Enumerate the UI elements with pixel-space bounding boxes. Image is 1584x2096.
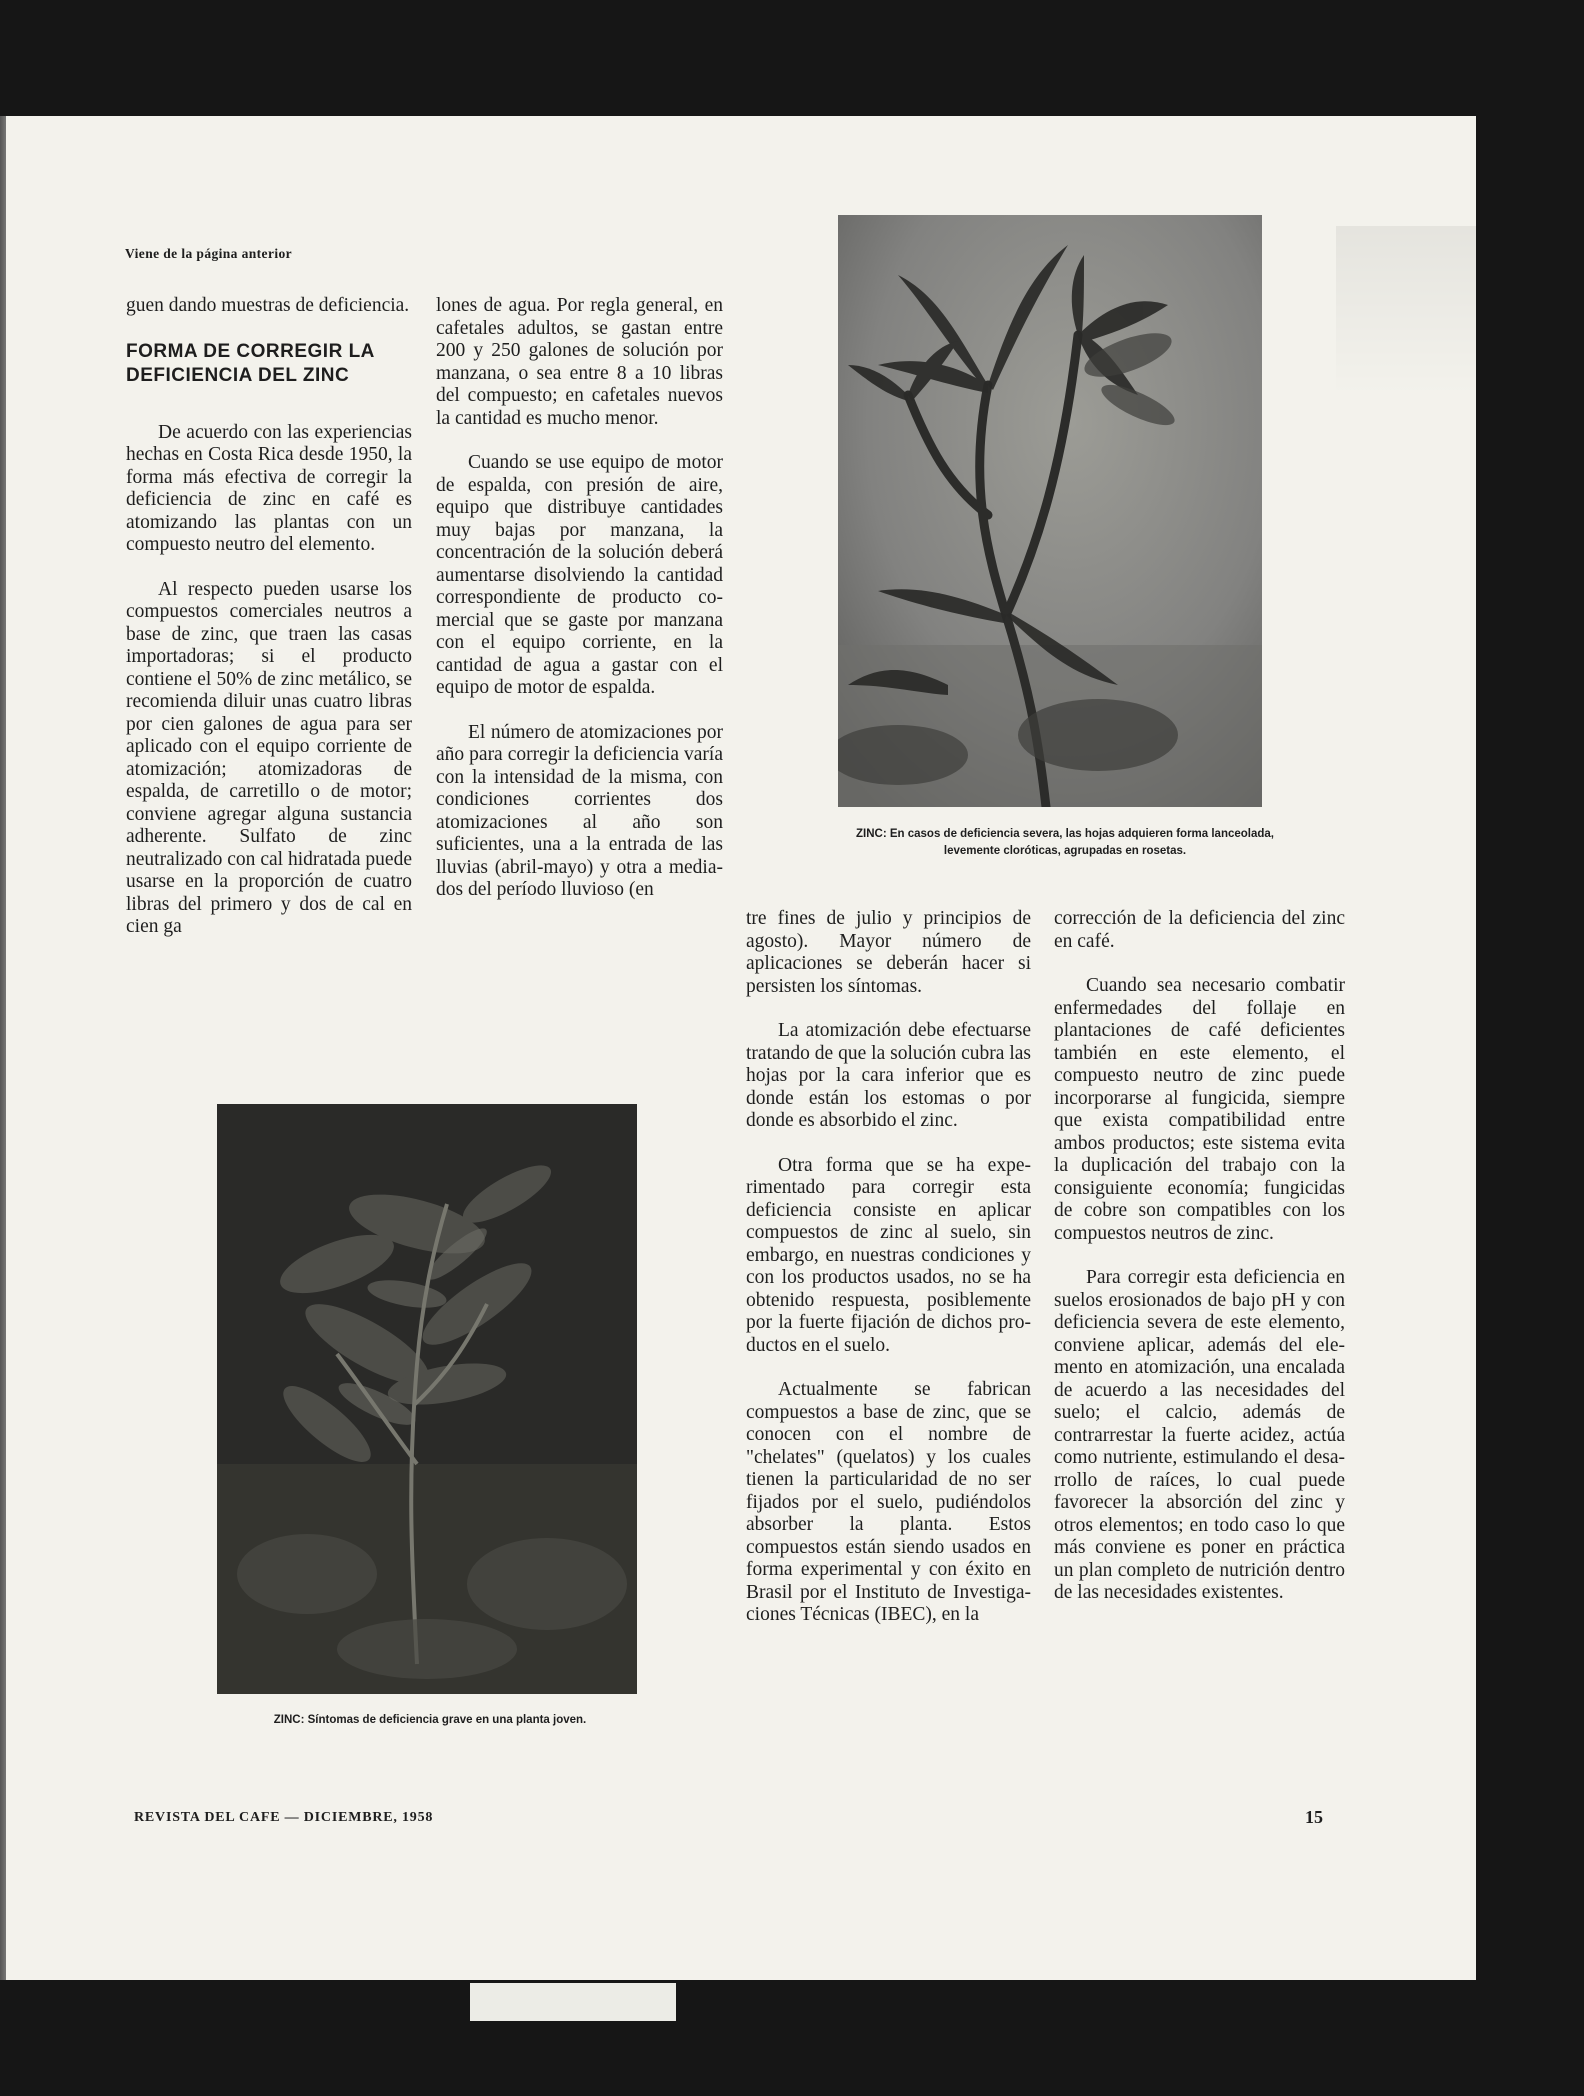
column-3	[746, 908, 1031, 1649]
column-2	[436, 295, 723, 924]
photo-young-plant	[217, 1104, 637, 1694]
page-number: 15	[1305, 1807, 1323, 1827]
continued-note: Viene de la página anterior	[125, 246, 293, 261]
photo-top-caption: ZINC: En casos de deficiencia severa, las hojas adquieren forma lanceolada, levemente cloróticas, agrupadas en rosetas.	[856, 828, 1274, 857]
col3-paragraph: tre fines de julio y principios de agosto). Mayor número de aplicaciones se deberán hacer si persisten los síntomas.	[746, 908, 1031, 997]
col3-paragraph: Otra forma que se ha experimentado para corregir esta deficiencia consiste en aplicar compuestos de zinc al suelo, sin embargo, en nuestras condiciones y con los productos usados, no se ha obtenido respuesta, posiblemente por la fuerte fijación de dichos productos en el suelo.	[746, 1154, 1031, 1356]
col2-paragraph: Cuando se use equipo de motor de espalda, con presión de aire, equipo que distribuye cantidades muy bajas por manzana, la concentración de la solución deberá aumentarse disolviendo la cantidad correspondiente de producto comercial que se gaste por manzana con el equipo corriente, en la cantidad de agua a gastar con el equipo de motor de espalda.	[436, 452, 723, 698]
col1-paragraph: De acuerdo con las experiencias hechas en Costa Rica desde 1950, la forma más efectiva de corregir la deficiencia de zinc en café es atomizando las plantas con un compuesto neutro del elemento.	[126, 421, 412, 555]
col1-paragraph: guen dando muestras de deficiencia.	[126, 295, 410, 316]
column-1	[126, 295, 412, 961]
photo-zinc-leaves	[838, 215, 1262, 807]
bleed-through	[1336, 226, 1476, 396]
column-4	[1054, 908, 1345, 1627]
col3-paragraph: Actualmente se fabrican compuestos a base de zinc, que se conocen con el nombre de "chelates" (quelatos) y los cuales tienen la particularidad de no ser fijados por el suelo, pudiéndolos absorber la planta. Estos compuestos están siendo usados en forma experimental y con éxito en Brasil por el Instituto de Investigaciones Técnicas (IBEC), en la	[746, 1379, 1031, 1625]
photo-young-plant-image	[217, 1104, 637, 1694]
col3-paragraph: La atomización debe efectuarse tratando de que la solución cubra las hojas por la cara inferior que es donde están los estomas o por donde es absorbido el zinc.	[746, 1020, 1031, 1131]
photo-zinc-leaves-image	[838, 215, 1262, 807]
col4-paragraph: Cuando sea necesario combatir enfermedades del follaje en plantaciones de café deficientes también en este elemento, el compuesto neutro de zinc puede incorporarse al fungicida, siempre que exista compatibilidad entre ambos productos; este sistema evita la duplicación del trabajo con la consiguiente economía; fungicidas de cobre son compatibles con los compuestos neutros de zinc.	[1054, 975, 1345, 1244]
section-heading: FORMA DE CORREGIR LA DEFICIENCIA DEL ZINC	[126, 340, 375, 386]
paper-scrap	[470, 1983, 676, 2021]
col4-paragraph: Para corregir esta deficiencia en suelos erosionados de bajo pH y con deficiencia severa de este elemento, conviene aplicar, además del elemento en atomización, una encalada de acuerdo a las necesidades del suelo; el calcio, además de contrarrestar la fuerte acidez, actúa como nutriente, estimulando el desarrollo de raíces, lo cual puede favorecer la absorción del zinc y otros elementos; en todo caso lo que más conviene es poner en práctica un plan completo de nutrición dentro de las necesidades existentes.	[1054, 1267, 1345, 1603]
photo-bottom-caption: ZINC: Síntomas de deficiencia grave en una planta joven.	[273, 1714, 587, 1726]
col2-paragraph: lones de agua. Por regla general, en cafetales adultos, se gastan entre 200 y 250 galones de solución por manzana, o sea entre 8 a 10 libras del compuesto; en cafetales nuevos la cantidad es mucho menor.	[436, 295, 723, 429]
col2-paragraph: El número de atomizaciones por año para corregir la deficiencia varía con la intensidad de la misma, con condiciones corrientes dos atomizaciones al año son suficientes, una a la entrada de las lluvias (abril-mayo) y otra a mediados del período lluvioso (en	[436, 721, 723, 900]
col1-paragraph: Al respecto pueden usarse los compuestos comerciales neutros a base de zinc, que traen las casas importadoras; si el producto contiene el 50% de zinc metálico, se recomienda diluir unas cuatro libras por cien galones de agua para ser aplicado con el equipo corriente de atomización; atomizadoras de espalda, de carretillo o de motor; conviene agregar alguna sustancia adherente. Sulfato de zinc neutralizado con cal hidratada puede usarse en la proporción de cuatro libras del primero y dos de cal en cien ga	[126, 578, 412, 937]
publication-footer: REVISTA DEL CAFE — DICIEMBRE, 1958	[134, 1810, 434, 1825]
col4-paragraph: corrección de la deficiencia del zinc en café.	[1054, 908, 1345, 952]
